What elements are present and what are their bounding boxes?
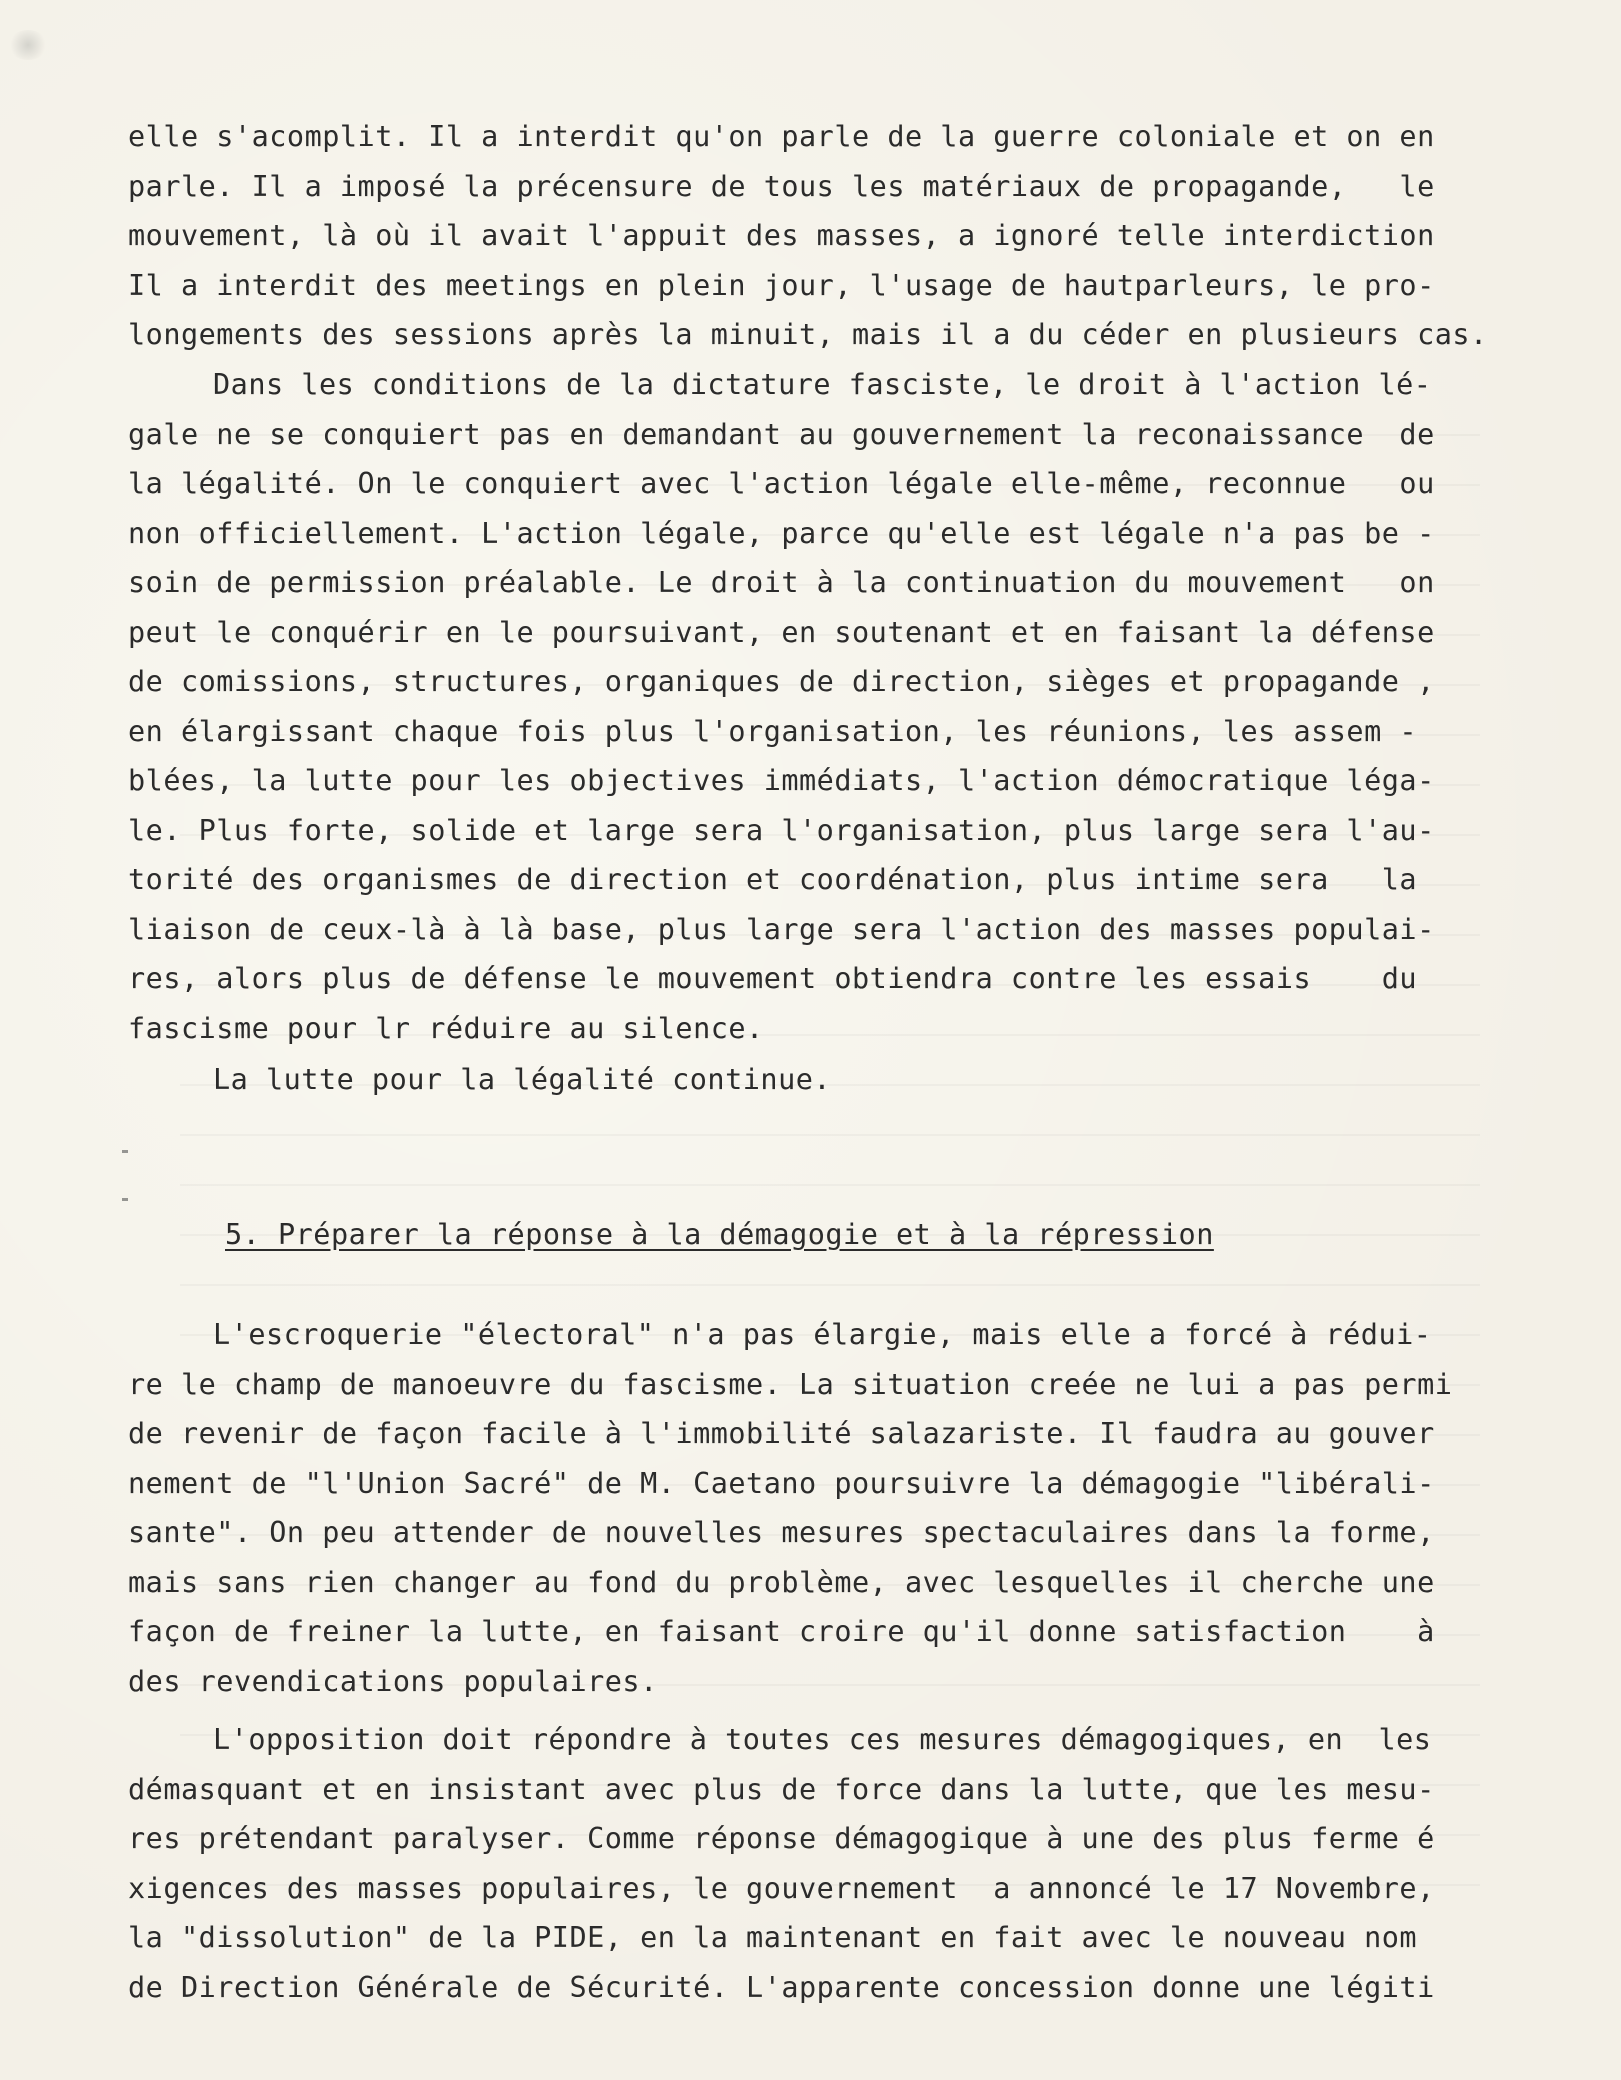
section-heading: 5. Préparer la réponse à la démagogie et à la répression (225, 1218, 1214, 1251)
paragraph-legal-action (128, 360, 1508, 1053)
text-line: Dans les conditions de la dictature fasciste, le droit à l'action lé- (213, 368, 1432, 401)
text-line: blées, la lutte pour les objectives immédiats, l'action démocratique léga- (128, 764, 1435, 797)
text-line: démasquant et en insistant avec plus de force dans la lutte, que les mesu- (128, 1772, 1435, 1806)
text-line: res prétendant paralyser. Comme réponse démagogique à une des plus ferme é (128, 1822, 1435, 1855)
text-line: de revenir de façon facile à l'immobilité salazariste. Il faudra au gouver (128, 1417, 1435, 1450)
paper-corner-mark (8, 30, 48, 60)
text-line: des revendications populaires. (128, 1664, 658, 1698)
margin-mark (122, 1198, 128, 1201)
text-line: torité des organismes de direction et coordénation, plus intime sera la (128, 863, 1418, 896)
text-line: gale ne se conquiert pas en demandant au gouvernement la reconaissance de (128, 417, 1435, 451)
text-line: sante". On peu attender de nouvelles mesures spectaculaires dans la forme, (128, 1516, 1435, 1549)
paragraph-conclusion (128, 1055, 1508, 1105)
paragraph-restrictions (128, 112, 1508, 360)
text-line: longements des sessions après la minuit, mais il a du céder en plusieurs cas. (128, 318, 1488, 351)
text-line: re le champ de manoeuvre du fascisme. La situation creée ne lui a pas permi (128, 1367, 1453, 1401)
text-line: la légalité. On le conquiert avec l'action légale elle-même, reconnue ou (128, 467, 1435, 500)
text-line: elle s'acomplit. Il a interdit qu'on parle de la guerre coloniale et on en (128, 120, 1435, 153)
text-line: mouvement, là où il avait l'appuit des masses, a ignoré telle interdiction (128, 219, 1435, 252)
text-line: en élargissant chaque fois plus l'organisation, les réunions, les assem - (128, 714, 1418, 748)
text-line: façon de freiner la lutte, en faisant croire qu'il donne satisfaction à (128, 1615, 1435, 1648)
text-line: de Direction Générale de Sécurité. L'apparente concession donne une légiti (128, 1970, 1435, 2004)
text-line: de comissions, structures, organiques de direction, sièges et propagande , (128, 665, 1435, 698)
paragraph-opposition (128, 1715, 1508, 2012)
text-line: L'escroquerie "électoral" n'a pas élargie, mais elle a forcé à rédui- (213, 1318, 1432, 1351)
text-line: liaison de ceux-là à là base, plus large sera l'action des masses populai- (128, 912, 1435, 946)
text-line: fascisme pour lr réduire au silence. (128, 1011, 764, 1045)
text-line: res, alors plus de défense le mouvement obtiendra contre les essais du (128, 962, 1418, 995)
text-line: non officiellement. L'action légale, parce qu'elle est légale n'a pas be - (128, 516, 1435, 550)
text-line: mais sans rien changer au fond du problème, avec lesquelles il cherche une (128, 1565, 1435, 1599)
margin-mark (122, 1150, 128, 1153)
text-line: le. Plus forte, solide et large sera l'organisation, plus large sera l'au- (128, 813, 1435, 847)
paragraph-electoral-fraud (128, 1310, 1508, 1706)
text-line: L'opposition doit répondre à toutes ces mesures démagogiques, en les (213, 1723, 1432, 1756)
text-line: La lutte pour la légalité continue. (213, 1063, 832, 1096)
text-line: la "dissolution" de la PIDE, en la maintenant en fait avec le nouveau nom (128, 1921, 1418, 1954)
text-line: soin de permission préalable. Le droit à la continuation du mouvement on (128, 566, 1435, 599)
text-line: Il a interdit des meetings en plein jour, l'usage de hautparleurs, le pro- (128, 268, 1435, 302)
text-line: peut le conquérir en le poursuivant, en soutenant et en faisant la défense (128, 615, 1435, 649)
text-line: parle. Il a imposé la précensure de tous les matériaux de propagande, le (128, 169, 1435, 203)
text-line: xigences des masses populaires, le gouvernement a annoncé le 17 Novembre, (128, 1871, 1435, 1905)
text-line: nement de "l'Union Sacré" de M. Caetano poursuivre la démagogie "libérali- (128, 1466, 1435, 1500)
